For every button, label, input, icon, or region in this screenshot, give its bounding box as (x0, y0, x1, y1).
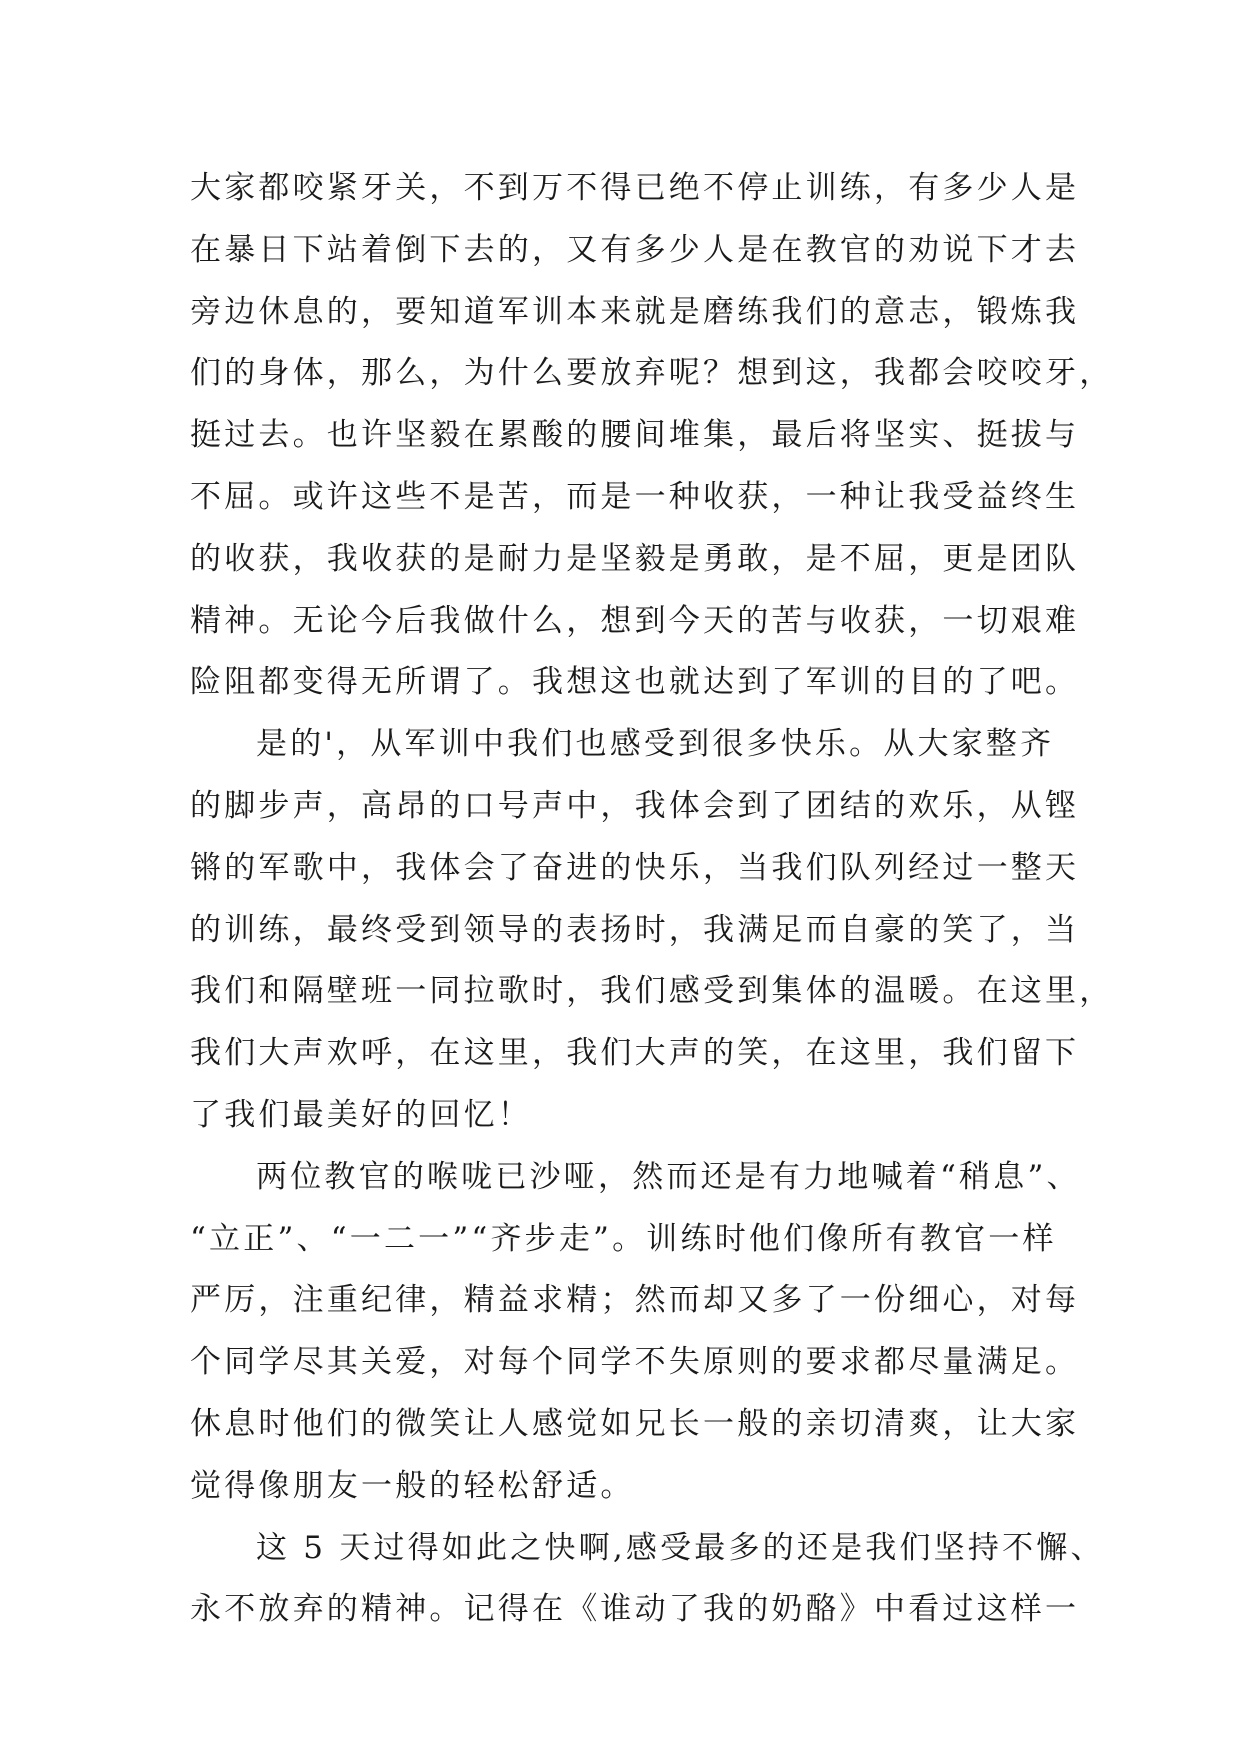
text-line: 了我们最美好的回忆！ (190, 1096, 532, 1133)
text-line: 的训练，最终受到领导的表扬时，我满足而自豪的笑了，当 (190, 911, 1080, 948)
text-line: 个同学尽其关爱，对每个同学不失原则的要求都尽量满足。 (190, 1344, 1080, 1381)
text-line: 我们和隔壁班一同拉歌时，我们感受到集体的温暖。在这里， (190, 973, 1114, 1010)
text-line: 不屈。或许这些不是苦，而是一种收获，一种让我受益终生 (190, 478, 1080, 515)
text-line: 的脚步声，高昂的口号声中，我体会到了团结的欢乐，从铿 (190, 787, 1080, 824)
text-line: 挺过去。也许坚毅在累酸的腰间堆集，最后将坚实、挺拔与 (190, 417, 1080, 454)
text-line: “立正”、“一二一”“齐步走”。训练时他们像所有教官一样 (190, 1220, 1057, 1257)
text-line: 锵的军歌中，我体会了奋进的快乐，当我们队列经过一整天 (190, 849, 1080, 886)
text-line: 觉得像朋友一般的轻松舒适。 (190, 1467, 635, 1504)
text-line: 们的身体，那么，为什么要放弃呢？想到这，我都会咬咬牙， (190, 355, 1114, 392)
text-line: 大家都咬紧牙关，不到万不得已绝不停止训练，有多少人是 (190, 170, 1080, 206)
body-text (190, 158, 1114, 1641)
text-line: 旁边休息的，要知道军训本来就是磨练我们的意志，锻炼我 (190, 293, 1080, 330)
text-line: 我们大声欢呼，在这里，我们大声的笑，在这里，我们留下 (190, 1035, 1080, 1072)
paragraph-first-line: 是的'，从军训中我们也感受到很多快乐。从大家整齐 (256, 726, 1055, 763)
text-line: 精神。无论今后我做什么，想到今天的苦与收获，一切艰难 (190, 602, 1080, 639)
paragraph-first-line: 这 5 天过得如此之快啊,感受最多的还是我们坚持不懈、 (256, 1529, 1105, 1566)
text-line: 休息时他们的微笑让人感觉如兄长一般的亲切清爽，让大家 (190, 1405, 1080, 1442)
text-line: 的收获，我收获的是耐力是坚毅是勇敢，是不屈，更是团队 (190, 540, 1080, 577)
paragraph-first-line: 两位教官的喉咙已沙哑，然而还是有力地喊着“稍息”、 (256, 1158, 1081, 1195)
text-line: 险阻都变得无所谓了。我想这也就达到了军训的目的了吧。 (190, 664, 1080, 701)
text-line: 在暴日下站着倒下去的，又有多少人是在教官的劝说下才去 (190, 231, 1080, 268)
text-line: 永不放弃的精神。记得在《谁动了我的奶酪》中看过这样一 (190, 1591, 1080, 1628)
text-line: 严厉，注重纪律，精益求精；然而却又多了一份细心，对每 (190, 1282, 1080, 1319)
